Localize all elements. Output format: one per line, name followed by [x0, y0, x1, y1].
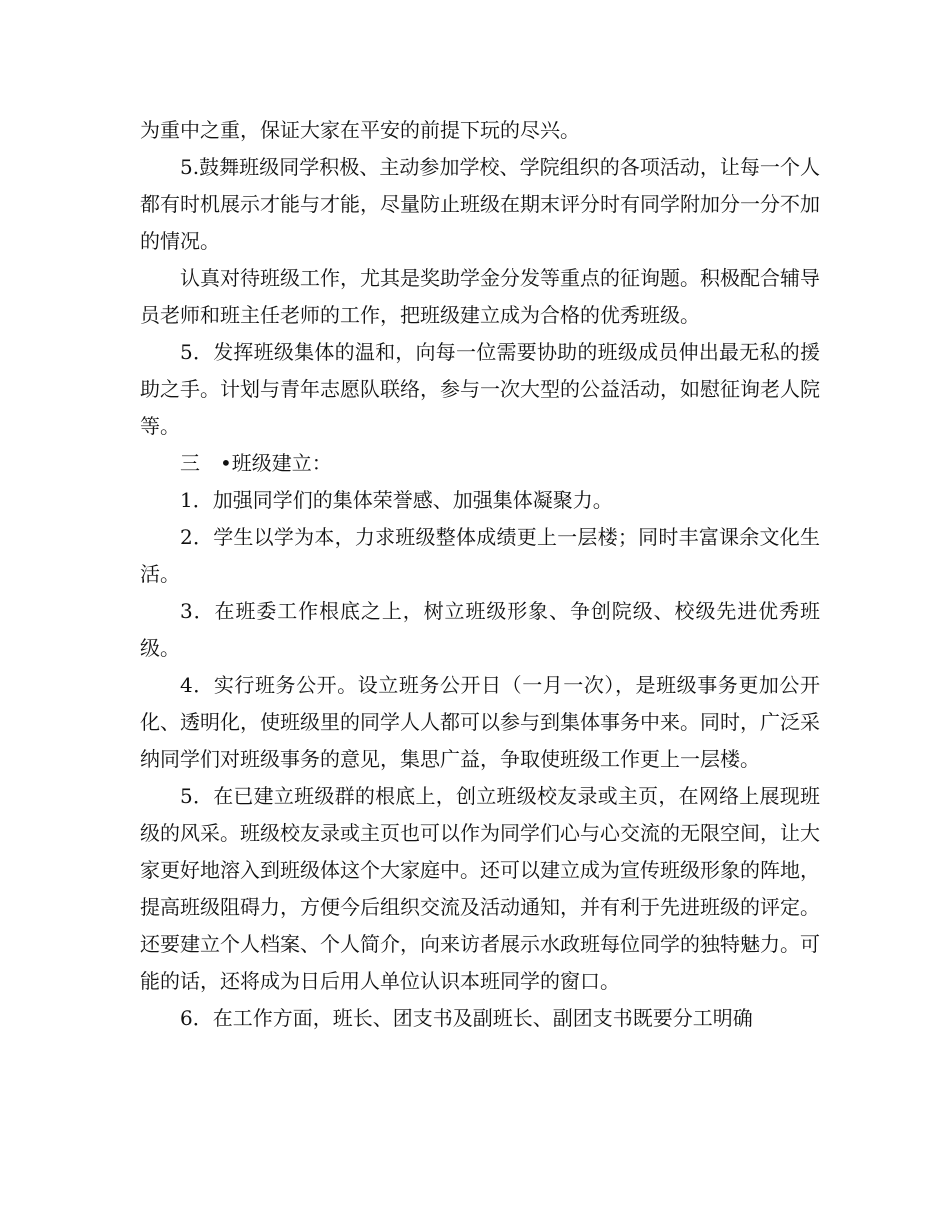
paragraph: 2．学生以学为本，力求班级整体成绩更上一层楼；同时丰富课余文化生活。: [140, 525, 820, 586]
paragraph: 4．实行班务公开。设立班务公开日（一月一次），是班级事务更加公开化、透明化，使班级里的同学人人都可以参与到集体事务中来。同时，广泛采纳同学们对班级事务的意见，集思广益，争取使班级工作更上一层楼。: [140, 673, 820, 771]
paragraph: 为重中之重，保证大家在平安的前提下玩的尽兴。: [140, 118, 580, 142]
paragraph: 5．发挥班级集体的温和，向每一位需要协助的班级成员伸出最无私的援助之手。计划与青年志愿队联络，参与一次大型的公益活动，如慰征询老人院等。: [140, 340, 820, 438]
document-body: [140, 112, 820, 1037]
paragraph: 1．加强同学们的集体荣誉感、加强集体凝聚力。: [180, 488, 613, 512]
paragraph: 3．在班委工作根底之上，树立班级形象、争创院级、校级先进优秀班级。: [140, 599, 820, 660]
section-heading: 三 •班级建立：: [180, 451, 332, 475]
paragraph: 认真对待班级工作，尤其是奖助学金分发等重点的征询题。积极配合辅导员老师和班主任老师的工作，把班级建立成为合格的优秀班级。: [140, 266, 820, 327]
paragraph: 6．在工作方面，班长、团支书及副班长、副团支书既要分工明确: [180, 1006, 753, 1030]
paragraph: 5．在已建立班级群的根底上，创立班级校友录或主页，在网络上展现班级的风采。班级校友录或主页也可以作为同学们心与心交流的无限空间，让大家更好地溶入到班级体这个大家庭中。还可以建立成为宣传班级形象的阵地，提高班级阻碍力，方便今后组织交流及活动通知，并有利于先进班级的评定。还要建立个人档案、个人简介，向来访者展示水政班每位同学的独特魅力。可能的话，还将成为日后用人单位认识本班同学的窗口。: [140, 784, 820, 993]
paragraph: 5.鼓舞班级同学积极、主动参加学校、学院组织的各项活动，让每一个人都有时机展示才能与才能，尽量防止班级在期末评分时有同学附加分一分不加的情况。: [140, 155, 820, 253]
